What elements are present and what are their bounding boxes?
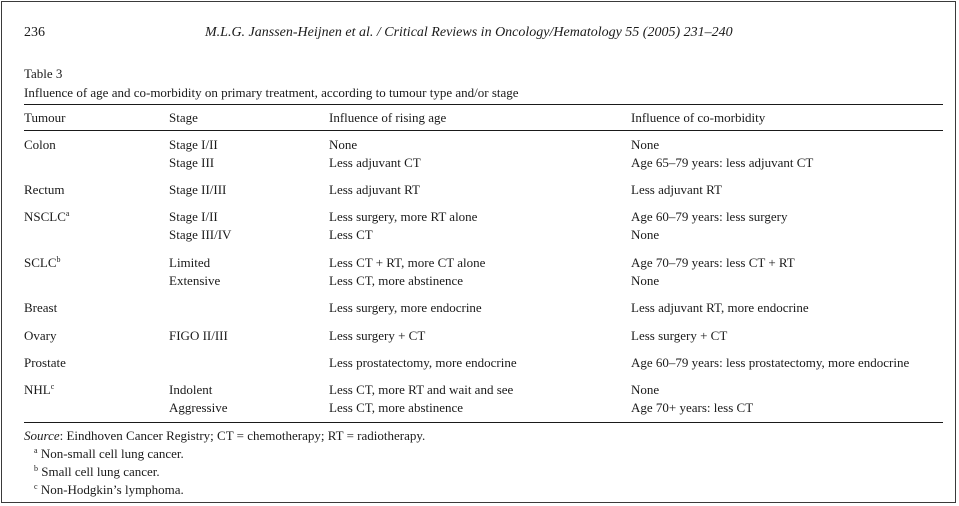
tumour-name: Ovary (24, 328, 57, 343)
tumour-name: Rectum (24, 182, 65, 197)
running-head: M.L.G. Janssen-Heijnen et al. / Critical Reviews in Oncology/Hematology 55 (2005) 231–240 (205, 25, 733, 40)
table-top-rule (24, 104, 943, 105)
tumour-cell (24, 181, 64, 199)
rising-age-cell: Less CT, more abstinence (329, 273, 464, 288)
footnote-mark: c (34, 482, 38, 491)
stage-cell: Limited (169, 255, 211, 270)
comorbidity-cell: Age 65–79 years: less adjuvant CT (631, 155, 814, 170)
rising-age-cell: Less adjuvant CT (329, 155, 421, 170)
stage-cell: Stage II/III (169, 182, 227, 197)
table-caption: Influence of age and co-morbidity on primary treatment, according to tumour type and/or stage (24, 85, 519, 100)
footnote-reference: c (50, 382, 55, 391)
rising-age-cell: Less prostatectomy, more endocrine (329, 355, 517, 370)
tumour-name: Prostate (24, 355, 66, 370)
footnote-text: Small cell lung cancer. (41, 464, 160, 479)
tumour-cell (24, 299, 57, 317)
rising-age-cell: Less surgery, more endocrine (329, 300, 482, 315)
rising-age-cell: Less adjuvant RT (329, 182, 420, 197)
tumour-name: NSCLC (24, 209, 66, 224)
comorbidity-cell: Less adjuvant RT (631, 182, 722, 197)
rising-age-cell: Less CT (329, 227, 373, 242)
stage-cell: Indolent (169, 382, 213, 397)
page-number: 236 (24, 25, 45, 40)
comorbidity-cell: None (631, 137, 660, 152)
footnote-text: Non-Hodgkin’s lymphoma. (40, 482, 184, 497)
tumour-name: SCLC (24, 255, 57, 270)
rising-age-cell: None (329, 137, 358, 152)
comorbidity-cell: Age 60–79 years: less surgery (631, 209, 788, 224)
comorbidity-cell: Less surgery + CT (631, 328, 728, 343)
footnote-reference: b (56, 255, 61, 264)
stage-cell: FIGO II/III (169, 328, 228, 343)
source-text: : Eindhoven Cancer Registry; CT = chemotherapy; RT = radiotherapy. (59, 428, 426, 443)
stage-cell: Stage III/IV (169, 227, 232, 242)
rising-age-cell: Less surgery + CT (329, 328, 426, 343)
tumour-cell (24, 208, 69, 226)
stage-cell: Aggressive (169, 400, 228, 415)
stage-cell: Stage III (169, 155, 215, 170)
footnote-mark: b (34, 464, 38, 473)
stage-cell: Stage I/II (169, 209, 218, 224)
footnote-text: Non-small cell lung cancer. (40, 446, 184, 461)
rising-age-cell: Less CT, more abstinence (329, 400, 464, 415)
tumour-name: NHL (24, 382, 51, 397)
tumour-cell (24, 136, 56, 154)
comorbidity-cell: Less adjuvant RT, more endocrine (631, 300, 809, 315)
column-header-rising-age: Influence of rising age (329, 110, 447, 125)
stage-cell: Extensive (169, 273, 221, 288)
column-header-comorbidity: Influence of co-morbidity (631, 110, 766, 125)
rising-age-cell: Less surgery, more RT alone (329, 209, 478, 224)
footnote-c (34, 481, 184, 498)
comorbidity-cell: None (631, 273, 660, 288)
comorbidity-cell: None (631, 382, 660, 397)
tumour-cell (24, 327, 57, 345)
rising-age-cell: Less CT, more RT and wait and see (329, 382, 514, 397)
table-label: Table 3 (24, 66, 63, 81)
tumour-name: Breast (24, 300, 58, 315)
footnote-b (34, 463, 160, 480)
comorbidity-cell: Age 70–79 years: less CT + RT (631, 255, 795, 270)
rising-age-cell: Less CT + RT, more CT alone (329, 255, 486, 270)
footnote-a (34, 445, 184, 462)
table-header-rule (24, 130, 943, 131)
source-label: Source (24, 428, 60, 443)
comorbidity-cell: Age 60–79 years: less prostatectomy, more endocrine (631, 355, 910, 370)
tumour-cell (24, 381, 54, 399)
comorbidity-cell: None (631, 227, 660, 242)
stage-cell: Stage I/II (169, 137, 218, 152)
footnote-reference: a (65, 209, 70, 218)
comorbidity-cell: Age 70+ years: less CT (631, 400, 754, 415)
source-note (24, 427, 425, 444)
table-bottom-rule (24, 422, 943, 423)
column-header-tumour: Tumour (24, 110, 66, 125)
tumour-cell (24, 254, 61, 272)
footnote-mark: a (34, 446, 38, 455)
tumour-cell (24, 354, 66, 372)
column-header-stage: Stage (169, 110, 198, 125)
tumour-name: Colon (24, 137, 56, 152)
